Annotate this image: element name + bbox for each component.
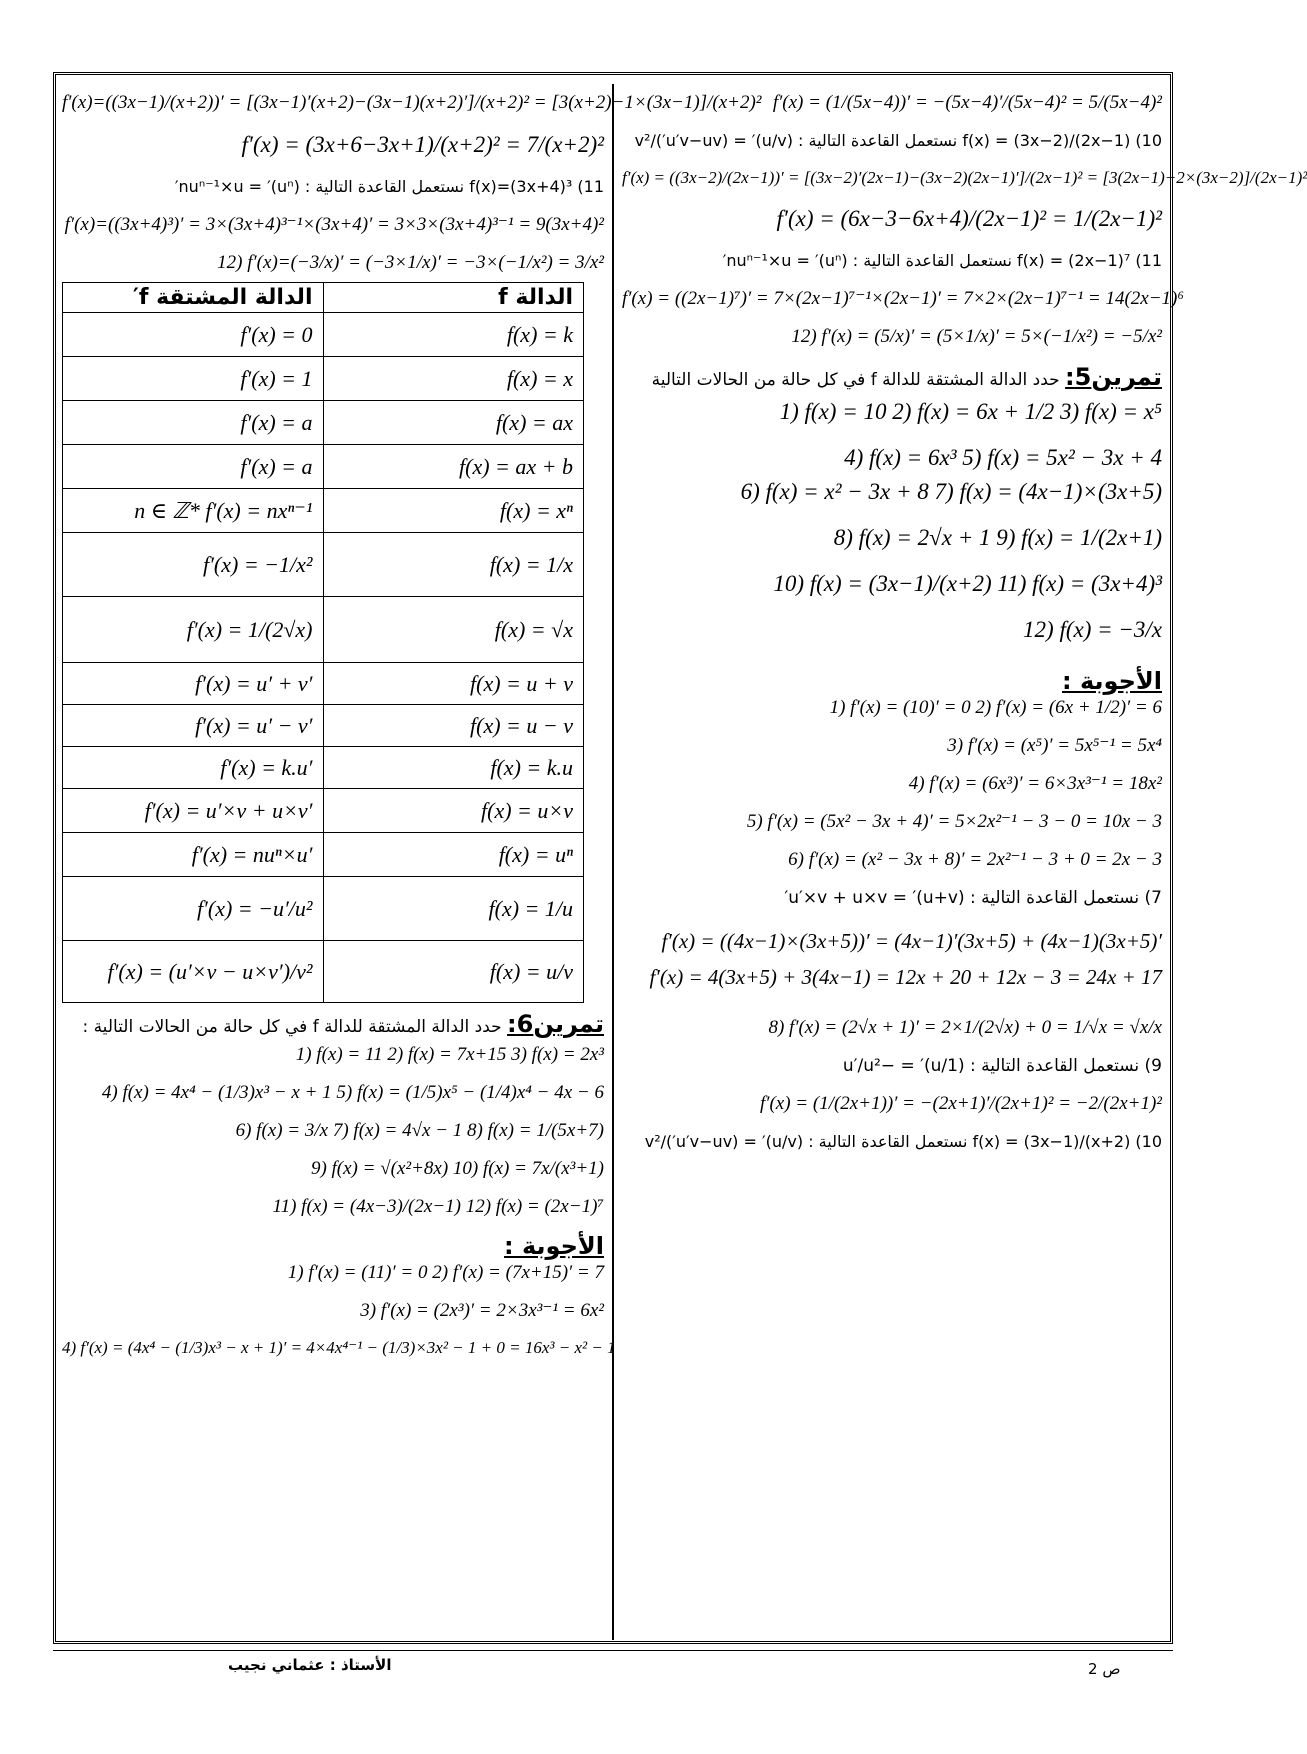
table-row — [63, 313, 584, 357]
answer-line: 1) f′(x) = (11)′ = 0 2) f′(x) = (7x+15)′ = 7 — [287, 1262, 604, 1283]
table-row — [63, 489, 584, 533]
answer-line: 9) نستعمل القاعدة التالية : (1/u)′ = −u′/u² — [842, 1056, 1162, 1076]
table-cell-function: f(x) = u − v — [323, 705, 584, 747]
answer-line: f′(x) = (1/(2x+1))′ = −(2x+1)′/(2x+1)² = −2/(2x+1)² — [760, 1093, 1162, 1114]
table-row — [63, 877, 584, 941]
exercise-line: 4) f(x) = 4x⁴ − (1/3)x³ − x + 1 5) f(x) = (1/5)x⁵ − (1/4)x⁴ − 4x − 6 — [101, 1082, 604, 1103]
table-cell-derivative: f′(x) = 0 — [63, 313, 324, 357]
table-cell-derivative: f′(x) = k.u′ — [63, 747, 324, 789]
footer-teacher: الأستاذ : عثماني نجيب — [228, 1656, 392, 1674]
exercise-line: 6) f(x) = x² − 3x + 8 7) f(x) = (4x−1)×(3x+5) — [740, 479, 1162, 504]
table-cell-derivative: f′(x) = u′ + v′ — [63, 663, 324, 705]
exercise-line: 10) f(x) = (3x−1)/(x+2) 11) f(x) = (3x+4)³ — [773, 571, 1162, 596]
table-cell-function: f(x) = u + v — [323, 663, 584, 705]
table-cell-derivative: f′(x) = u′ − v′ — [63, 705, 324, 747]
answer-line: 4) f′(x) = (4x⁴ − (1/3)x³ − x + 1)′ = 4×4x⁴⁻¹ − (1/3)×3x² − 1 + 0 = 16x³ − x² − 1 — [62, 1338, 616, 1357]
table-cell-function: f(x) = 1/x — [323, 533, 584, 597]
table-cell-derivative: f′(x) = −u′/u² — [63, 877, 324, 941]
answer-line: 7) نستعمل القاعدة التالية : (u+v)′ = u′×v + u×v′ — [784, 888, 1162, 908]
exercise6-title: تمرين6: — [507, 1010, 604, 1038]
equation-line: f′(x)=((3x+4)³)′ = 3×(3x+4)³⁻¹×(3x+4)′ = 3×3×(3x+4)³⁻¹ = 9(3x+4)² — [64, 214, 604, 235]
table-cell-derivative: f′(x) = 1/(2√x) — [63, 597, 324, 663]
left-column — [62, 90, 762, 1630]
table-cell-function: f(x) = u/v — [323, 941, 584, 1003]
answer-line: f′(x) = 4(3x+5) + 3(4x−1) = 12x + 20 + 12x − 3 = 24x + 17 — [649, 965, 1162, 989]
exercise5-heading — [622, 362, 1162, 395]
table-cell-function: f(x) = uⁿ — [323, 833, 584, 877]
exercise-line: 11) f(x) = (4x−3)/(2x−1) 12) f(x) = (2x−1)⁷ — [272, 1196, 604, 1217]
table-cell-function: f(x) = x — [323, 357, 584, 401]
table-cell-derivative: f′(x) = (u′×v − u×v′)/v² — [63, 941, 324, 1003]
column-divider — [612, 84, 614, 1640]
equation-line: 12) f′(x) = (5/x)′ = (5×1/x)′ = 5×(−1/x²) = −5/x² — [791, 326, 1162, 347]
answer-line: 3) f′(x) = (x⁵)′ = 5x⁵⁻¹ = 5x⁴ — [947, 735, 1162, 756]
table-cell-derivative: f′(x) = a — [63, 401, 324, 445]
right-column — [622, 90, 1307, 1630]
table-cell-derivative: f′(x) = 1 — [63, 357, 324, 401]
exercise6-statement: حدد الدالة المشتقة للدالة f في كل حالة من الحالات التالية : — [82, 1017, 502, 1037]
table-cell-derivative: f′(x) = nuⁿ×u′ — [63, 833, 324, 877]
table-cell-function: f(x) = k.u — [323, 747, 584, 789]
exercise-line: 1) f(x) = 11 2) f(x) = 7x+15 3) f(x) = 2x³ — [295, 1044, 604, 1065]
table-cell-function: f(x) = 1/u — [323, 877, 584, 941]
equation-line: f′(x)=((3x−1)/(x+2))′ = [(3x−1)′(x+2)−(3x−1)(x+2)′]/(x+2)² = [3(x+2)−1×(3x−1)]/(x+2)² — [62, 92, 762, 113]
table-row — [63, 833, 584, 877]
exercise5-answers-title: الأجوبة : — [1062, 667, 1162, 695]
equation-line: f′(x) = ((3x−2)/(2x−1))′ = [(3x−2)′(2x−1)−(3x−2)(2x−1)′]/(2x−1)² = [3(2x−1)−2×(3x−2)]/(2x−1)² — [622, 168, 1307, 187]
table-row — [63, 941, 584, 1003]
table-cell-derivative: f′(x) = −1/x² — [63, 533, 324, 597]
table-cell-function: f(x) = k — [323, 313, 584, 357]
exercise-line: 9) f(x) = √(x²+8x) 10) f(x) = 7x/(x³+1) — [310, 1158, 604, 1179]
table-cell-function: f(x) = u×v — [323, 789, 584, 833]
equation-line: f′(x) = (1/(5x−4))′ = −(5x−4)′/(5x−4)² = 5/(5x−4)² — [772, 92, 1162, 113]
exercise-line: 12) f(x) = −3/x — [1023, 617, 1162, 642]
answer-line: 3) f′(x) = (2x³)′ = 2×3x³⁻¹ = 6x² — [360, 1300, 604, 1321]
answer-line: 5) f′(x) = (5x² − 3x + 4)′ = 5×2x²⁻¹ − 3 − 0 = 10x − 3 — [746, 811, 1162, 832]
derivatives-table — [62, 282, 584, 1003]
table-cell-function: f(x) = ax — [323, 401, 584, 445]
table-cell-function: f(x) = ax + b — [323, 445, 584, 489]
equation-line: f′(x) = ((2x−1)⁷)′ = 7×(2x−1)⁷⁻¹×(2x−1)′ = 7×2×(2x−1)⁷⁻¹ = 14(2x−1)⁶ — [622, 288, 1184, 309]
footer-rule — [53, 1650, 1173, 1651]
equation-line: 11) f(x)=(3x+4)³ نستعمل القاعدة التالية : (uⁿ)′ = nuⁿ⁻¹×u′ — [174, 177, 604, 196]
exercise-line: 1) f(x) = 10 2) f(x) = 6x + 1/2 3) f(x) = x⁵ — [779, 399, 1162, 424]
exercise6-answers-title: الأجوبة : — [504, 1232, 604, 1260]
equation-line: 10) f(x) = (3x−2)/(2x−1) نستعمل القاعدة التالية : (u/v)′ = (u′v−uv′)/v² — [634, 131, 1162, 150]
column-header-derivative: الدالة المشتقة f′ — [63, 283, 324, 313]
exercise-line: 4) f(x) = 6x³ 5) f(x) = 5x² − 3x + 4 — [844, 445, 1162, 470]
table-cell-function: f(x) = √x — [323, 597, 584, 663]
column-header-function: الدالة f — [323, 283, 584, 313]
equation-line: 12) f′(x)=(−3/x)′ = (−3×1/x)′ = −3×(−1/x²) = 3/x² — [217, 252, 604, 273]
table-row — [63, 747, 584, 789]
table-row — [63, 533, 584, 597]
answer-line: 6) f′(x) = (x² − 3x + 8)′ = 2x²⁻¹ − 3 + 0 = 2x − 3 — [788, 849, 1162, 870]
exercise-line: 6) f(x) = 3/x 7) f(x) = 4√x − 1 8) f(x) = 1/(5x+7) — [235, 1120, 604, 1141]
answer-line: 4) f′(x) = (6x³)′ = 6×3x³⁻¹ = 18x² — [908, 773, 1162, 794]
table-row — [63, 401, 584, 445]
equation-line: f′(x) = (3x+6−3x+1)/(x+2)² = 7/(x+2)² — [241, 132, 604, 157]
table-row — [63, 705, 584, 747]
table-row — [63, 357, 584, 401]
table-row — [63, 663, 584, 705]
table-row — [63, 597, 584, 663]
table-cell-derivative: f′(x) = u′×v + u×v′ — [63, 789, 324, 833]
answer-line: 1) f′(x) = (10)′ = 0 2) f′(x) = (6x + 1/2)′ = 6 — [829, 697, 1162, 718]
table-header-row — [63, 283, 584, 313]
exercise6-heading — [62, 1009, 604, 1042]
table-cell-derivative: f′(x) = a — [63, 445, 324, 489]
table-cell-derivative: n ∈ ℤ* f′(x) = nxⁿ⁻¹ — [63, 489, 324, 533]
exercise5-statement: حدد الدالة المشتقة للدالة f في كل حالة من الحالات التالية — [651, 370, 1060, 390]
table-row — [63, 445, 584, 489]
answer-line: f′(x) = ((4x−1)×(3x+5))′ = (4x−1)′(3x+5) + (4x−1)(3x+5)′ — [661, 929, 1162, 953]
answer-line: 10) f(x) = (3x−1)/(x+2) نستعمل القاعدة التالية : (u/v)′ = (u′v−uv′)/v² — [644, 1132, 1162, 1151]
table-cell-function: f(x) = xⁿ — [323, 489, 584, 533]
exercise-line: 8) f(x) = 2√x + 1 9) f(x) = 1/(2x+1) — [833, 525, 1162, 550]
answer-line: 8) f′(x) = (2√x + 1)′ = 2×1/(2√x) + 0 = 1/√x = √x/x — [768, 1017, 1162, 1038]
table-row — [63, 789, 584, 833]
equation-line: f′(x) = (6x−3−6x+4)/(2x−1)² = 1/(2x−1)² — [776, 206, 1162, 231]
exercise5-title: تمرين5: — [1065, 363, 1162, 391]
equation-line: 11) f(x) = (2x−1)⁷ نستعمل القاعدة التالية : (uⁿ)′ = nuⁿ⁻¹×u′ — [722, 251, 1162, 270]
footer-page-number: ص 2 — [1088, 1660, 1121, 1678]
